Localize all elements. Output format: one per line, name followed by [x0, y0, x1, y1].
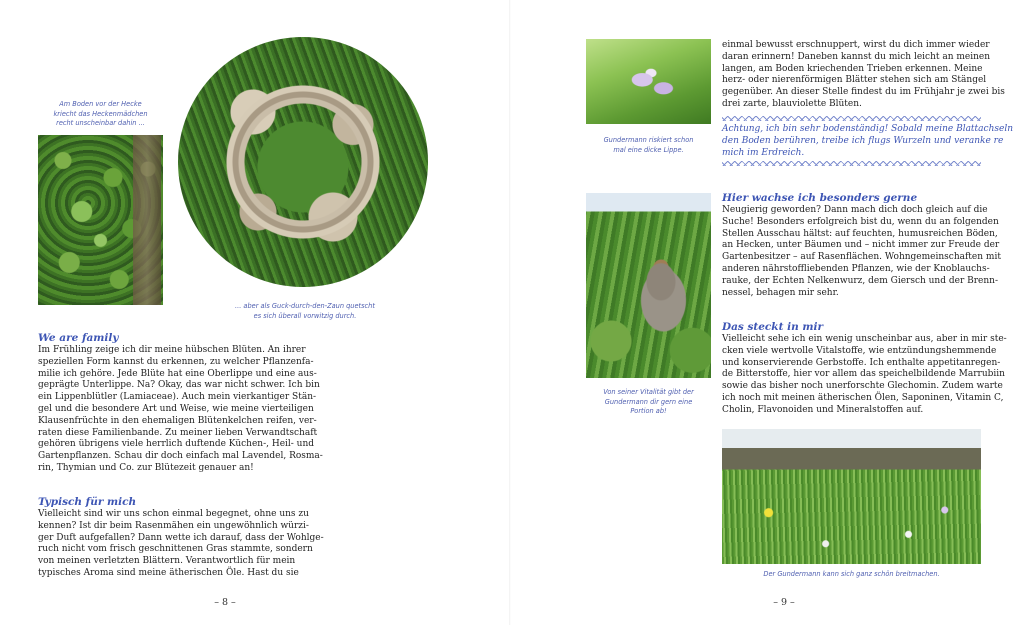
section-hier-wachse-text: Neugierig geworden? Dann mach dich doch gleich auf die Suche! Besonders erfolgreich bist du, wenn du an folgenden Stellen Ausschau hältst: auf feuchten, humusreichen Böden, an Hecken, unter Bäumen und – nicht immer zur Freude der Gartenbesitzer – auf Rasenflächen. Wohngemeinschaften mit anderen nährstoffliebenden Pflanzen, wie der Knoblauchs- rauke, der Echten Nelkenwurz, dem Giersch und der Brenn- nessel, behagen mir sehr.	[722, 205, 1001, 298]
section-we-are-family-text: Im Frühling zeige ich dir meine hübschen Blüten. An ihrer speziellen Form kannst du erkennen, zu welcher Pflanzenfa- milie ich gehöre. Jede Blüte hat eine Oberlippe und eine aus- geprägte Unterlippe. Na? Okay, das war nicht schwer. Ich bin ein Lippenblütler (Lamiaceae). Auch mein vierkantiger Stän- gel und die besondere Art und Weise, wie meine vierteiligen Klausenfrüchte in den ehemaligen Blütenkelchen reifen, ver- raten diese Familienbande. Zu meiner lieben Verwandtschaft gehören übrigens viele herrlich duftende Küchen-, Heil- und Gartenpflanzen. Schau dir doch einfach mal Lavendel, Rosma- rin, Thymian und Co. zur Blütezeit genauer an!	[38, 345, 323, 473]
page-number-right: – 9 –	[773, 597, 795, 608]
page-number-left: – 8 –	[214, 597, 236, 608]
caption-circle: ... aber als Guck-durch-den-Zaun quetscht es sich überall vorwitzig durch.	[235, 302, 375, 320]
heading-typisch-fuer-mich: Typisch für mich	[38, 496, 137, 508]
heading-das-steckt-in-mir: Das steckt in mir	[722, 321, 824, 333]
photo-woman-in-garden	[586, 193, 711, 378]
section-typisch-text: Vielleicht sind wir uns schon einmal begegnet, ohne uns zu kennen? Ist dir beim Rasenmähen ein ungewöhnlich würzi- ger Duft aufgefallen? Dann wette ich darauf, dass der Wohlge- ruch nicht vom frisch geschnittenen Gras stammte, sondern von meinen verletzten Blättern. Verantwortlich für mein typisches Aroma sind meine ätherischen Öle. Hast du sie	[38, 509, 324, 578]
callout-bodenstaendig: Achtung, ich bin sehr bodenständig! Sobald meine Blattachseln den Boden berühren, treibe ich flugs Wurzeln und veranke re mich im Erdreich.	[722, 124, 1013, 158]
photo-meadow	[722, 429, 981, 564]
caption-meadow: Der Gundermann kann sich ganz schön breitmachen.	[763, 570, 940, 578]
caption-hedge: Am Boden vor der Hecke kriecht das Heckenmädchen recht unscheinbar dahin ...	[53, 100, 148, 127]
intro-text: einmal bewusst erschnuppert, wirst du dich immer wieder daran erinnern! Daneben kannst du mich leicht an meinen langen, am Boden kriechenden Trieben erkennen. Meine herz- oder nierenförmigen Blätter stehen sich am Stängel gegenüber. An dieser Stelle findest du im Frühjahr je zwei bis drei zarte, blauviolette Blüten.	[722, 40, 1005, 109]
heading-we-are-family: We are family	[38, 332, 119, 344]
divider-bottom	[722, 161, 981, 166]
heading-hier-wachse-ich: Hier wachse ich besonders gerne	[722, 192, 918, 204]
caption-woman: Von seiner Vitalität gibt der Gundermann dir gern eine Portion ab!	[603, 388, 694, 415]
photo-ground-ivy-flower	[586, 39, 711, 124]
divider-top	[722, 116, 981, 121]
section-das-steckt-text: Vielleicht sehe ich ein wenig unscheinbar aus, aber in mir ste- cken viele wertvolle Vitalstoffe, wie entzündungshemmende und konservierende Gerbstoffe. Ich enthalte appetitanregen- de Bitterstoffe, hier vor allem das speichelbildende Marrubiin sowie das bisher noch unerforschte Glechomin. Zudem warte ich noch mit meinen ätherischen Ölen, Saponinen, Vitamin C, Cholin, Flavonoiden und Mineralstoffen auf.	[722, 334, 1007, 415]
caption-flower: Gundermann riskiert schon mal eine dicke Lippe.	[603, 136, 694, 154]
